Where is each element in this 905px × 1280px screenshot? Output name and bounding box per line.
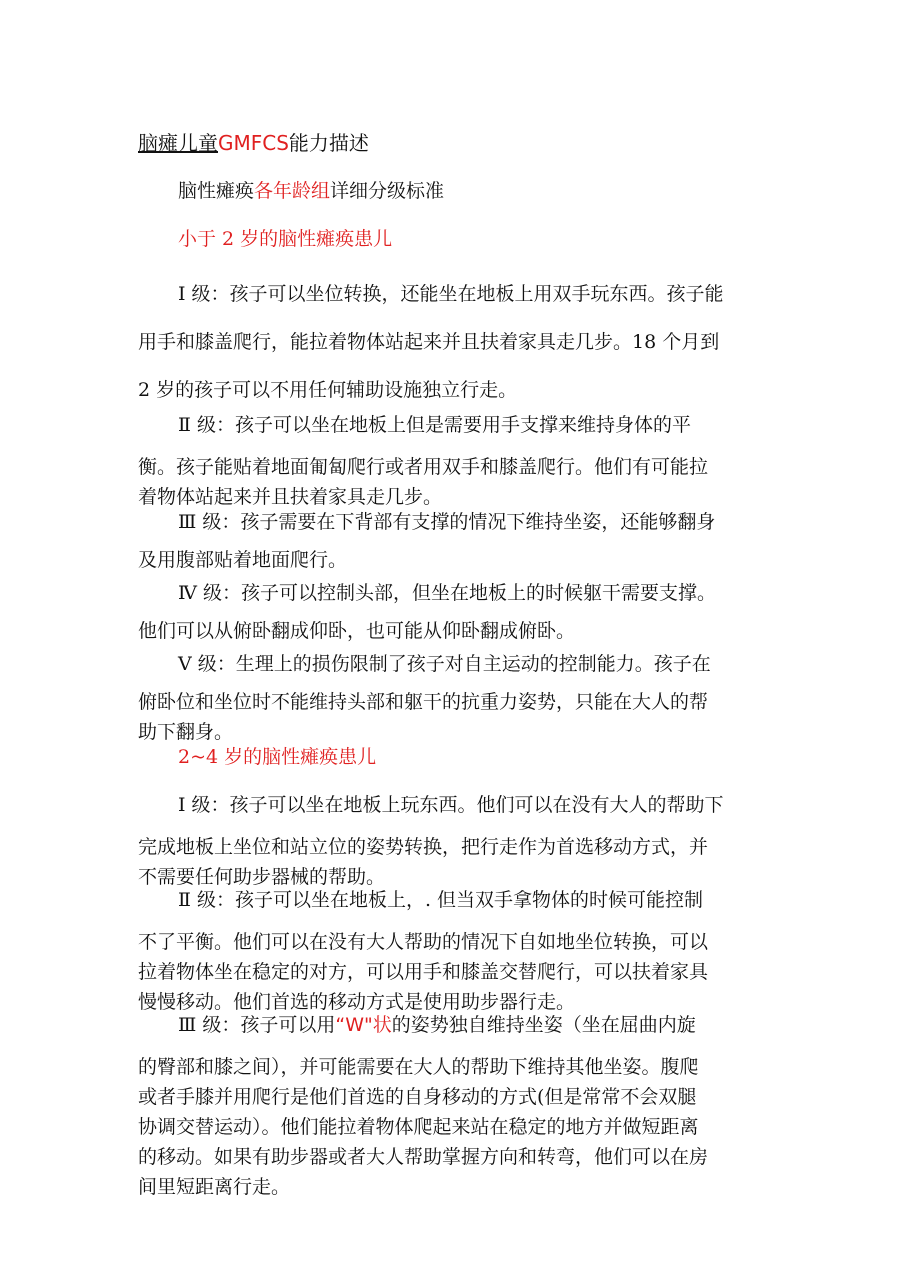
text-line: 着物体站起来并且扶着家具走几步。 bbox=[138, 486, 443, 508]
text-line: 协调交替运动）。他们能拉着物体爬起来站在稳定的地方并做短距离 bbox=[138, 1116, 699, 1138]
title-part-3: 能力描述 bbox=[288, 131, 369, 155]
text-line: 他们可以从俯卧翻成仰卧，也可能从仰卧翻成俯卧。 bbox=[138, 620, 576, 642]
subtitle-part-1: 脑性瘫痪 bbox=[178, 180, 255, 202]
text-line: 衡。孩子能贴着地面匍匐爬行或者用双手和膝盖爬行。他们有可能拉 bbox=[138, 456, 709, 478]
text-line: 的移动。如果有助步器或者大人帮助掌握方向和转弯，他们可以在房 bbox=[138, 1146, 709, 1168]
text-line: 俯卧位和坐位时不能维持头部和躯干的抗重力姿势，只能在大人的帮 bbox=[138, 691, 709, 713]
title-part-2: GMFCS bbox=[218, 131, 289, 155]
paragraph-2to4-level1 bbox=[138, 790, 770, 892]
text-line: 完成地板上坐位和站立位的姿势转换，把行走作为首选移动方式，并 bbox=[138, 836, 709, 858]
text-line: V 级：生理上的损伤限制了孩子对自主运动的控制能力。孩子在 bbox=[178, 653, 711, 675]
paragraph-under2-level2 bbox=[138, 410, 770, 512]
paragraph-2to4-level2 bbox=[138, 885, 770, 1017]
paragraph-under2-level4 bbox=[138, 578, 770, 646]
section-heading-under-2: 小于 2 岁的脑性瘫痪患儿 bbox=[178, 228, 393, 250]
subtitle-part-2: 各年龄组 bbox=[254, 180, 331, 202]
section-heading-2-4: 2~4 岁的脑性瘫痪患儿 bbox=[178, 746, 377, 768]
document-title bbox=[138, 130, 770, 156]
text-line: 不了平衡。他们可以在没有大人帮助的情况下自如地坐位转换，可以 bbox=[138, 931, 709, 953]
text-line: 慢慢移动。他们首选的移动方式是使用助步器行走。 bbox=[138, 991, 576, 1013]
text-line: 的臀部和膝之间），并可能需要在大人的帮助下维持其他坐姿。腹爬 bbox=[138, 1056, 699, 1078]
text-line: 用手和膝盖爬行，能拉着物体站起来并且扶着家具走几步。18 个月到 bbox=[138, 331, 720, 353]
text-line: 不需要任何助步器械的帮助。 bbox=[138, 866, 386, 888]
paragraph-2to4-level3 bbox=[138, 1010, 770, 1202]
text-line: 拉着物体坐在稳定的对方，可以用手和膝盖交替爬行，可以扶着家具 bbox=[138, 961, 709, 983]
text-line: 及用腹部贴着地面爬行。 bbox=[138, 549, 348, 571]
text-line bbox=[138, 1010, 770, 1040]
subtitle-part-3: 详细分级标准 bbox=[330, 180, 445, 202]
text-line: I 级：孩子可以坐位转换，还能坐在地板上用双手玩东西。孩子能 bbox=[178, 283, 724, 305]
document-subtitle bbox=[178, 178, 810, 204]
text-line: Ⅳ 级：孩子可以控制头部，但坐在地板上的时候躯干需要支撑。 bbox=[178, 582, 717, 604]
text-line: Ⅲ 级：孩子需要在下背部有支撑的情况下维持坐姿，还能够翻身 bbox=[178, 511, 716, 533]
highlight-w-posture: “W"状 bbox=[335, 1014, 392, 1036]
paragraph-under2-level3 bbox=[138, 507, 770, 575]
text-line: 间里短距离行走。 bbox=[138, 1176, 291, 1198]
paragraph-under2-level1 bbox=[138, 270, 770, 414]
text-run: 的姿势独自维持坐姿（坐在屈曲内旋 bbox=[391, 1014, 696, 1036]
text-line: Ⅱ 级：孩子可以坐在地板上，. 但当双手拿物体的时候可能控制 bbox=[178, 889, 704, 911]
paragraph-under2-level5 bbox=[138, 649, 770, 747]
text-line: 助下翻身。 bbox=[138, 721, 234, 743]
text-run: Ⅲ 级：孩子可以用 bbox=[178, 1014, 336, 1036]
text-line: 或者手膝并用爬行是他们首选的自身移动的方式(但是常常不会双腿 bbox=[138, 1086, 697, 1108]
text-line: Ⅱ 级：孩子可以坐在地板上但是需要用手支撑来维持身体的平 bbox=[178, 414, 691, 436]
text-line: I 级：孩子可以坐在地板上玩东西。他们可以在没有大人的帮助下 bbox=[178, 794, 724, 816]
text-line: 2 岁的孩子可以不用任何辅助设施独立行走。 bbox=[138, 379, 518, 401]
title-part-1: 脑瘫儿童 bbox=[138, 131, 218, 155]
